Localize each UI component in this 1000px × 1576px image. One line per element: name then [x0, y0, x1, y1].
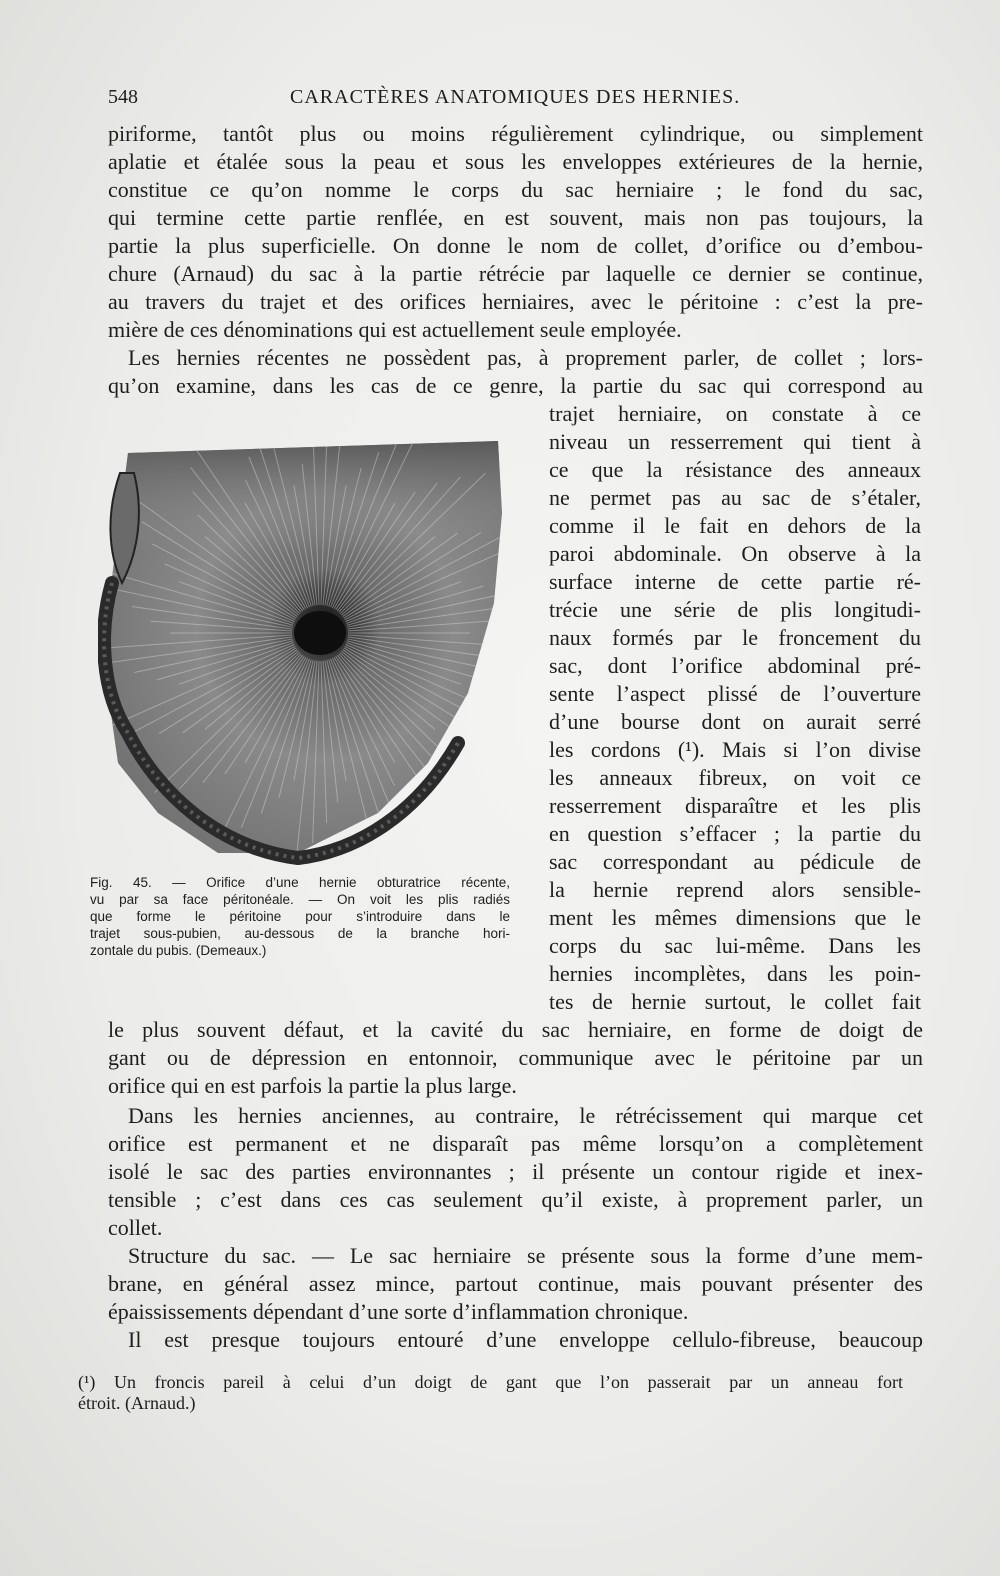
- text-line: piriforme, tantôt plus ou moins régulièrement cylindrique, ou simplement: [108, 121, 923, 146]
- page-number: 548: [108, 86, 138, 108]
- text-line: Il est presque toujours entouré d’une enveloppe cellulo-fibreuse, beaucoup: [128, 1327, 923, 1352]
- text-line: Dans les hernies anciennes, au contraire, le rétrécissement qui marque cet: [128, 1103, 923, 1128]
- text-line: qui termine cette partie renflée, en est souvent, mais non pas toujours, la: [108, 205, 923, 230]
- text-line: collet.: [108, 1215, 163, 1240]
- footnote-line: (¹) Un froncis pareil à celui d’un doigt de gant que l’on passerait par un anneau fort: [78, 1372, 903, 1392]
- text-line: mière de ces dénominations qui est actuellement seule employée.: [108, 317, 682, 342]
- caption-line: Fig. 45. — Orifice d’une hernie obturatrice récente,: [90, 875, 510, 890]
- hernia-illustration: [98, 433, 508, 873]
- footnote-line: étroit. (Arnaud.): [78, 1393, 196, 1413]
- text-line: orifice qui en est parfois la partie la plus large.: [108, 1073, 517, 1098]
- page-header: [108, 86, 918, 116]
- figure-caption: [90, 874, 510, 959]
- text-line: naux formés par le froncement du: [549, 625, 921, 650]
- text-line: d’une bourse dont on aurait serré: [549, 709, 921, 734]
- text-line: sente l’aspect plissé de l’ouverture: [549, 681, 921, 706]
- caption-line: vu par sa face péritonéale. — On voit les plis radiés: [90, 892, 510, 907]
- text-line: paroi abdominale. On observe à la: [549, 541, 921, 566]
- text-line: ne permet pas au sac de s’étaler,: [549, 485, 921, 510]
- text-line: tensible ; c’est dans ces cas seulement qu’il existe, à proprement parler, un: [108, 1187, 923, 1212]
- text-line: trajet herniaire, on constate à ce: [549, 401, 921, 426]
- text-line: constitue ce qu’on nomme le corps du sac herniaire ; le fond du sac,: [108, 177, 923, 202]
- text-line: en question s’effacer ; la partie du: [549, 821, 921, 846]
- text-line: les cordons (¹). Mais si l’on divise: [549, 737, 921, 762]
- text-line: corps du sac lui-même. Dans les: [549, 933, 921, 958]
- text-line: trécie une série de plis longitudi-: [549, 597, 921, 622]
- text-line: niveau un resserrement qui tient à: [549, 429, 921, 454]
- text-line: isolé le sac des parties environnantes ; il présente un contour rigide et inex-: [108, 1159, 923, 1184]
- text-line: ment les mêmes dimensions que le: [549, 905, 921, 930]
- text-line: chure (Arnaud) du sac à la partie rétrécie par laquelle ce dernier se continue,: [108, 261, 923, 286]
- text-line: la hernie reprend alors sensible-: [549, 877, 921, 902]
- text-line: ce que la résistance des anneaux: [549, 457, 921, 482]
- text-line: orifice est permanent et ne disparaît pas même lorsqu’on a complètement: [108, 1131, 923, 1156]
- text-line: Structure du sac. — Le sac herniaire se présente sous la forme d’une mem-: [128, 1243, 923, 1268]
- caption-line: zontale du pubis. (Demeaux.): [90, 943, 267, 958]
- text-line: le plus souvent défaut, et la cavité du sac herniaire, en forme de doigt de: [108, 1017, 923, 1042]
- text-line: brane, en général assez mince, partout continue, mais pouvant présenter des: [108, 1271, 923, 1296]
- text-line: resserrement disparaître et les plis: [549, 793, 921, 818]
- text-line: hernies incomplètes, dans les poin-: [549, 961, 921, 986]
- text-line: au travers du trajet et des orifices herniaires, avec le péritoine : c’est la pre-: [108, 289, 923, 314]
- running-head: CARACTÈRES ANATOMIQUES DES HERNIES.: [290, 86, 741, 108]
- text-line: tes de hernie surtout, le collet fait: [549, 989, 921, 1014]
- caption-line: que forme le péritoine pour s’introduire dans le: [90, 909, 510, 924]
- text-line: comme il le fait en dehors de la: [549, 513, 921, 538]
- text-line: aplatie et étalée sous la peau et sous les enveloppes extérieures de la hernie,: [108, 149, 923, 174]
- text-line: surface interne de cette partie ré-: [549, 569, 921, 594]
- text-line: Les hernies récentes ne possèdent pas, à proprement parler, de collet ; lors-: [128, 345, 923, 370]
- caption-line: trajet sous-pubien, au-dessous de la branche hori-: [90, 926, 510, 941]
- text-line: sac correspondant au pédicule de: [549, 849, 921, 874]
- text-line: épaississements dépendant d’une sorte d’inflammation chronique.: [108, 1299, 689, 1324]
- text-line: les anneaux fibreux, on voit ce: [549, 765, 921, 790]
- text-line: qu’on examine, dans les cas de ce genre, la partie du sac qui correspond au: [108, 373, 923, 398]
- text-line: partie la plus superficielle. On donne le nom de collet, d’orifice ou d’embou-: [108, 233, 923, 258]
- text-line: gant ou de dépression en entonnoir, communique avec le péritoine par un: [108, 1045, 923, 1070]
- text-line: sac, dont l’orifice abdominal pré-: [549, 653, 921, 678]
